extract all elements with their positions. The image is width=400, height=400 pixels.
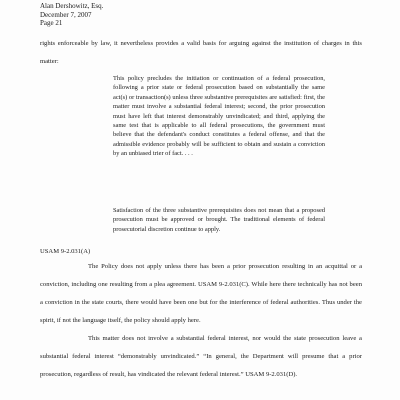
- block-quote-satisfaction: Satisfaction of the three substantive prerequisites does not mean that a proposed prosecution must be approved or brought. The traditional elements of federal prosecutorial discretion continue to apply.: [113, 207, 325, 233]
- citation-usam-9-2-031a: USAM 9-2.031(A): [40, 248, 91, 255]
- federal-interest-paragraph: This matter does not involve a substantial federal interest, nor would the state prosecution leave a substantial federal interest “demonstrably unvindicated.” “In general, the Department will presume that a prior prosecution, regardless of result, has vindicated the relevant federal interest.” USAM 9-2.031(D).: [40, 335, 362, 378]
- recipient-name: Alan Dershowitz, Esq.: [40, 2, 104, 10]
- letter-header: [40, 2, 103, 28]
- intro-paragraph: rights enforceable by law, it nevertheless provides a valid basis for arguing against the institution of charges in this matter:: [40, 40, 362, 65]
- block-quote-policy: This policy precludes the initiation or continuation of a federal prosecution, following a prior state or federal prosecution based on substantially the same act(s) or transaction(s) unless three substantive prerequisites are satisfied: first, the matter must involve a substantial federal interest; second, the prior prosecution must have left that interest demonstrably unvindicated; and third, applying the same test that is applicable to all federal prosecutions, the government must believe that the defendant's conduct constitutes a federal offense, and that the admissible evidence probably will be sufficient to obtain and sustain a conviction by an unbiased trier of fact. . . .: [113, 75, 325, 158]
- letter-date: December 7, 2007: [40, 10, 92, 19]
- policy-application-paragraph: The Policy does not apply unless there has been a prior prosecution resulting in an acquittal or a conviction, including one resulting from a plea agreement. USAM 9-2.031(C). While here there technically has not been a conviction in the state courts, there would have been one but for the interference of federal authorities. Thus under the spirit, if not the language itself, the policy should apply here.: [40, 263, 362, 324]
- page-number: Page 21: [40, 19, 63, 27]
